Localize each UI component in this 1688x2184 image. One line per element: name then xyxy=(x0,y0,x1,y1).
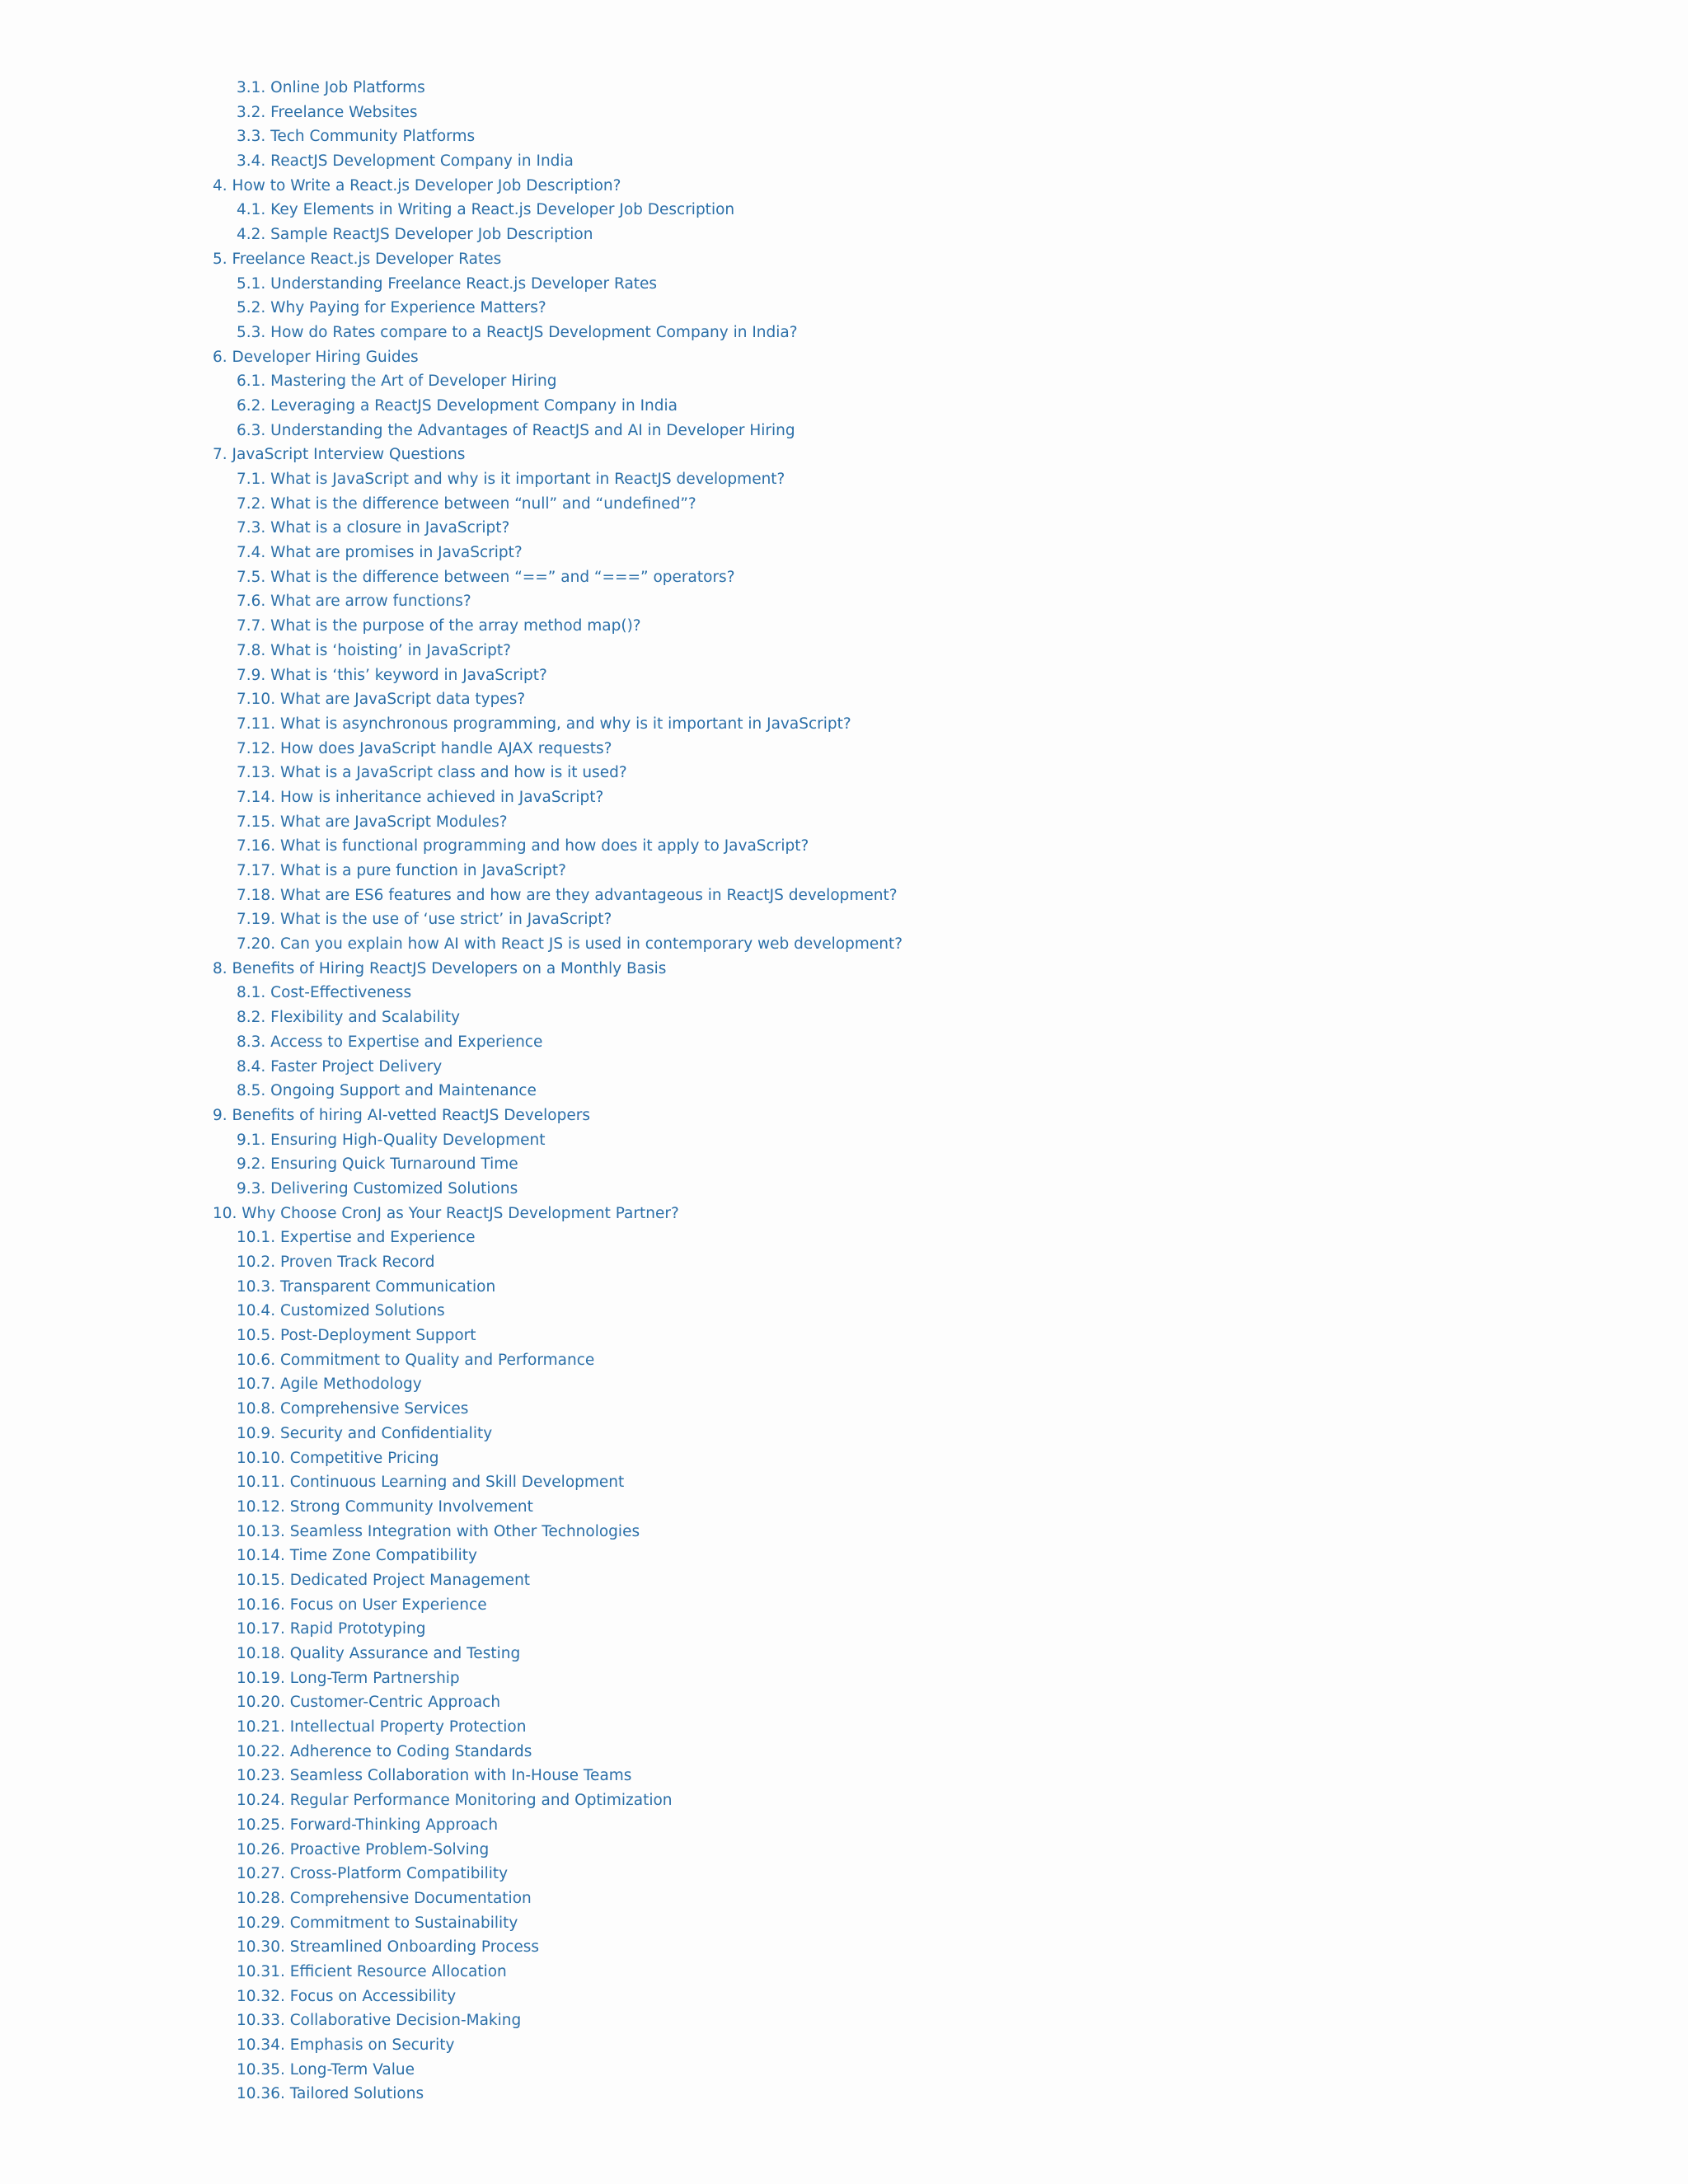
toc-subsection-item xyxy=(213,1446,903,1471)
toc-subsection-link[interactable]: 10.2. Proven Track Record xyxy=(237,1254,435,1271)
toc-subsection-link[interactable]: 7.5. What is the difference between “==” and “===” operators? xyxy=(237,568,735,586)
toc-subsection-item xyxy=(213,369,903,394)
toc-subsection-item xyxy=(213,1593,903,1618)
toc-subsection-link[interactable]: 7.2. What is the difference between “null” and “undefined”? xyxy=(237,494,696,513)
toc-section-item xyxy=(213,345,903,370)
toc-subsection-link[interactable]: 10.16. Focus on User Experience xyxy=(237,1596,487,1614)
toc-subsection-link[interactable]: 9.3. Delivering Customized Solutions xyxy=(237,1179,518,1197)
toc-subsection-item xyxy=(213,761,903,785)
toc-subsection-item xyxy=(213,1520,903,1544)
toc-subsection-link[interactable]: 8.1. Cost-Effectiveness xyxy=(237,984,412,1002)
toc-subsection-item xyxy=(213,1470,903,1495)
toc-subsection-link[interactable]: 10.3. Transparent Communication xyxy=(237,1277,496,1296)
toc-subsection-item xyxy=(213,76,903,101)
toc-subsection-link[interactable]: 7.9. What is ‘this’ keyword in JavaScript? xyxy=(237,666,547,684)
toc-subsection-item xyxy=(213,516,903,541)
toc-subsection-link[interactable]: 7.4. What are promises in JavaScript? xyxy=(237,544,523,562)
toc-subsection-item xyxy=(213,124,903,149)
toc-subsection-item xyxy=(213,1544,903,1568)
toc-subsection-link[interactable]: 10.8. Comprehensive Services xyxy=(237,1400,469,1418)
toc-subsection-item xyxy=(213,687,903,712)
toc-subsection-link[interactable]: 10.27. Cross-Platform Compatibility xyxy=(237,1865,509,1883)
toc-subsection-item xyxy=(213,1079,903,1104)
toc-section-link[interactable]: 10. Why Choose CronJ as Your ReactJS Development Partner? xyxy=(213,1204,679,1222)
toc-subsection-item xyxy=(213,2008,903,2033)
toc-subsection-item xyxy=(213,2058,903,2083)
toc-section-link[interactable]: 6. Developer Hiring Guides xyxy=(213,348,419,366)
toc-subsection-item xyxy=(213,101,903,125)
toc-subsection-link[interactable]: 7.14. How is inheritance achieved in JavaScript? xyxy=(237,788,604,806)
toc-subsection-item xyxy=(213,712,903,737)
toc-subsection-item xyxy=(213,1985,903,2009)
toc-section-link[interactable]: 7. JavaScript Interview Questions xyxy=(213,446,466,464)
toc-subsection-link[interactable]: 10.1. Expertise and Experience xyxy=(237,1229,476,1247)
toc-subsection-link[interactable]: 10.6. Commitment to Quality and Performance xyxy=(237,1351,595,1369)
toc-subsection-item xyxy=(213,419,903,443)
toc-section-link[interactable]: 5. Freelance React.js Developer Rates xyxy=(213,250,502,268)
toc-subsection-item xyxy=(213,1372,903,1397)
toc-subsection-item xyxy=(213,272,903,297)
toc-subsection-link[interactable]: 6.3. Understanding the Advantages of ReactJS and AI in Developer Hiring xyxy=(237,421,795,439)
table-of-contents xyxy=(213,76,903,2107)
toc-subsection-link[interactable]: 10.35. Long-Term Value xyxy=(237,2060,415,2079)
toc-section-link[interactable]: 4. How to Write a React.js Developer Job Description? xyxy=(213,176,621,194)
toc-subsection-item xyxy=(213,1617,903,1642)
toc-subsection-link[interactable]: 7.7. What is the purpose of the array method map()? xyxy=(237,617,641,635)
toc-subsection-link[interactable]: 10.25. Forward-Thinking Approach xyxy=(237,1816,499,1834)
toc-subsection-item xyxy=(213,932,903,957)
toc-subsection-link[interactable]: 10.12. Strong Community Involvement xyxy=(237,1497,533,1516)
toc-subsection-item xyxy=(213,541,903,565)
toc-subsection-link[interactable]: 7.19. What is the use of ‘use strict’ in JavaScript? xyxy=(237,911,612,929)
toc-subsection-item xyxy=(213,1030,903,1055)
toc-section-item xyxy=(213,1104,903,1128)
toc-section-item xyxy=(213,174,903,199)
toc-subsection-link[interactable]: 10.19. Long-Term Partnership xyxy=(237,1669,460,1687)
toc-subsection-link[interactable]: 10.32. Focus on Accessibility xyxy=(237,1987,457,2005)
toc-subsection-link[interactable]: 10.26. Proactive Problem-Solving xyxy=(237,1840,490,1858)
toc-subsection-item xyxy=(213,981,903,1005)
toc-subsection-item xyxy=(213,1862,903,1886)
toc-subsection-link[interactable]: 10.17. Rapid Prototyping xyxy=(237,1620,426,1638)
toc-subsection-link[interactable]: 9.2. Ensuring Quick Turnaround Time xyxy=(237,1155,518,1174)
toc-subsection-item xyxy=(213,1886,903,1911)
toc-subsection-item xyxy=(213,149,903,174)
toc-subsection-link[interactable]: 7.18. What are ES6 features and how are they advantageous in ReactJS development? xyxy=(237,886,898,904)
toc-subsection-item xyxy=(213,1715,903,1740)
toc-subsection-item xyxy=(213,1935,903,1960)
toc-subsection-link[interactable]: 10.24. Regular Performance Monitoring and Optimization xyxy=(237,1792,673,1810)
toc-subsection-item xyxy=(213,1642,903,1666)
toc-section-link[interactable]: 8. Benefits of Hiring ReactJS Developers on a Monthly Basis xyxy=(213,959,667,977)
toc-subsection-link[interactable]: 7.16. What is functional programming and how does it apply to JavaScript? xyxy=(237,837,809,855)
toc-subsection-item xyxy=(213,1813,903,1838)
toc-subsection-item xyxy=(213,1226,903,1250)
toc-subsection-item xyxy=(213,198,903,223)
toc-subsection-link[interactable]: 7.20. Can you explain how AI with React JS is used in contemporary web development? xyxy=(237,935,903,954)
toc-subsection-item xyxy=(213,1128,903,1153)
toc-subsection-link[interactable]: 8.2. Flexibility and Scalability xyxy=(237,1009,461,1027)
toc-subsection-link[interactable]: 10.10. Competitive Pricing xyxy=(237,1449,439,1467)
toc-subsection-link[interactable]: 7.3. What is a closure in JavaScript? xyxy=(237,519,510,537)
toc-section-item xyxy=(213,247,903,272)
toc-subsection-item xyxy=(213,1568,903,1593)
toc-subsection-link[interactable]: 6.1. Mastering the Art of Developer Hiring xyxy=(237,373,557,391)
toc-subsection-link[interactable]: 8.3. Access to Expertise and Experience xyxy=(237,1033,543,1051)
toc-subsection-link[interactable]: 10.11. Continuous Learning and Skill Development xyxy=(237,1474,625,1492)
toc-subsection-item xyxy=(213,883,903,908)
toc-subsection-link[interactable]: 10.21. Intellectual Property Protection xyxy=(237,1718,527,1736)
toc-subsection-link[interactable]: 10.36. Tailored Solutions xyxy=(237,2085,424,2103)
toc-subsection-link[interactable]: 5.2. Why Paying for Experience Matters? xyxy=(237,299,546,317)
toc-subsection-item xyxy=(213,492,903,517)
toc-subsection-item xyxy=(213,296,903,321)
toc-subsection-item xyxy=(213,1055,903,1080)
toc-subsection-item xyxy=(213,1690,903,1715)
toc-subsection-link[interactable]: 7.13. What is a JavaScript class and how is it used? xyxy=(237,764,627,782)
toc-subsection-item xyxy=(213,1250,903,1275)
toc-subsection-link[interactable]: 3.1. Online Job Platforms xyxy=(237,79,425,96)
toc-subsection-link[interactable]: 10.4. Customized Solutions xyxy=(237,1302,445,1320)
toc-subsection-item xyxy=(213,1177,903,1202)
toc-subsection-item xyxy=(213,834,903,859)
toc-subsection-link[interactable]: 7.1. What is JavaScript and why is it important in ReactJS development? xyxy=(237,471,785,488)
toc-subsection-item xyxy=(213,1324,903,1348)
toc-subsection-link[interactable]: 10.31. Efficient Resource Allocation xyxy=(237,1962,507,1980)
toc-subsection-link[interactable]: 10.18. Quality Assurance and Testing xyxy=(237,1645,521,1662)
toc-subsection-link[interactable]: 6.2. Leveraging a ReactJS Development Company in India xyxy=(237,396,678,415)
toc-subsection-item xyxy=(213,785,903,810)
toc-subsection-item xyxy=(213,1495,903,1520)
toc-section-item xyxy=(213,1202,903,1226)
toc-subsection-link[interactable]: 5.1. Understanding Freelance React.js Developer Rates xyxy=(237,274,658,293)
toc-subsection-item xyxy=(213,907,903,932)
toc-subsection-item xyxy=(213,1666,903,1691)
toc-subsection-link[interactable]: 7.6. What are arrow functions? xyxy=(237,593,471,611)
toc-subsection-item xyxy=(213,1788,903,1813)
toc-subsection-item xyxy=(213,1960,903,1985)
toc-subsection-link[interactable]: 8.5. Ongoing Support and Maintenance xyxy=(237,1082,537,1100)
toc-subsection-link[interactable]: 7.11. What is asynchronous programming, and why is it important in JavaScript? xyxy=(237,715,851,733)
toc-subsection-item xyxy=(213,589,903,614)
toc-subsection-link[interactable]: 10.34. Emphasis on Security xyxy=(237,2036,455,2054)
toc-subsection-link[interactable]: 7.15. What are JavaScript Modules? xyxy=(237,813,508,831)
toc-subsection-item xyxy=(213,1911,903,1936)
toc-subsection-link[interactable]: 3.3. Tech Community Platforms xyxy=(237,128,476,146)
toc-subsection-item xyxy=(213,321,903,345)
toc-subsection-link[interactable]: 10.22. Adherence to Coding Standards xyxy=(237,1742,532,1760)
toc-subsection-item xyxy=(213,639,903,663)
toc-subsection-link[interactable]: 10.30. Streamlined Onboarding Process xyxy=(237,1938,540,1957)
toc-subsection-link[interactable]: 10.20. Customer-Centric Approach xyxy=(237,1694,501,1712)
toc-subsection-link[interactable]: 10.9. Security and Confidentiality xyxy=(237,1424,493,1442)
toc-subsection-link[interactable]: 10.33. Collaborative Decision-Making xyxy=(237,2012,522,2030)
toc-subsection-link[interactable]: 7.8. What is ‘hoisting’ in JavaScript? xyxy=(237,641,511,659)
toc-subsection-link[interactable]: 4.2. Sample ReactJS Developer Job Description xyxy=(237,226,593,244)
toc-subsection-link[interactable]: 3.2. Freelance Websites xyxy=(237,103,418,121)
toc-subsection-link[interactable]: 8.4. Faster Project Delivery xyxy=(237,1057,443,1076)
toc-subsection-item xyxy=(213,1299,903,1324)
toc-subsection-link[interactable]: 5.3. How do Rates compare to a ReactJS Development Company in India? xyxy=(237,323,798,341)
toc-subsection-link[interactable]: 10.28. Comprehensive Documentation xyxy=(237,1889,532,1907)
toc-subsection-item xyxy=(213,394,903,419)
toc-subsection-item xyxy=(213,1275,903,1300)
toc-subsection-item xyxy=(213,737,903,762)
toc-section-item xyxy=(213,443,903,467)
toc-subsection-link[interactable]: 3.4. ReactJS Development Company in India xyxy=(237,152,574,171)
toc-section-item xyxy=(213,957,903,982)
toc-subsection-item xyxy=(213,1152,903,1177)
toc-subsection-item xyxy=(213,810,903,835)
toc-subsection-item xyxy=(213,1005,903,1030)
toc-subsection-link[interactable]: 10.29. Commitment to Sustainability xyxy=(237,1914,518,1932)
toc-subsection-link[interactable]: 10.5. Post-Deployment Support xyxy=(237,1327,476,1345)
toc-subsection-link[interactable]: 10.7. Agile Methodology xyxy=(237,1376,422,1394)
toc-subsection-item xyxy=(213,1838,903,1863)
toc-subsection-item xyxy=(213,2033,903,2058)
toc-subsection-link[interactable]: 10.13. Seamless Integration with Other Technologies xyxy=(237,1522,640,1540)
toc-subsection-link[interactable]: 7.10. What are JavaScript data types? xyxy=(237,691,526,709)
toc-subsection-item xyxy=(213,1348,903,1373)
toc-subsection-link[interactable]: 7.17. What is a pure function in JavaScript? xyxy=(237,862,566,879)
toc-subsection-item xyxy=(213,1397,903,1422)
toc-subsection-link[interactable]: 9.1. Ensuring High-Quality Development xyxy=(237,1131,546,1149)
toc-subsection-item xyxy=(213,467,903,492)
toc-subsection-link[interactable]: 4.1. Key Elements in Writing a React.js Developer Job Description xyxy=(237,201,735,219)
toc-subsection-item xyxy=(213,859,903,883)
toc-subsection-item xyxy=(213,614,903,639)
toc-subsection-item xyxy=(213,1764,903,1788)
toc-subsection-link[interactable]: 10.23. Seamless Collaboration with In-House Teams xyxy=(237,1767,632,1785)
toc-subsection-link[interactable]: 10.15. Dedicated Project Management xyxy=(237,1571,531,1589)
toc-section-link[interactable]: 9. Benefits of hiring AI-vetted ReactJS Developers xyxy=(213,1106,590,1124)
toc-subsection-item xyxy=(213,663,903,688)
toc-subsection-item xyxy=(213,223,903,247)
toc-subsection-link[interactable]: 10.14. Time Zone Compatibility xyxy=(237,1547,477,1565)
toc-subsection-item xyxy=(213,1422,903,1446)
toc-subsection-item xyxy=(213,2082,903,2107)
toc-subsection-item xyxy=(213,1740,903,1765)
toc-subsection-link[interactable]: 7.12. How does JavaScript handle AJAX requests? xyxy=(237,739,612,757)
toc-subsection-item xyxy=(213,565,903,590)
